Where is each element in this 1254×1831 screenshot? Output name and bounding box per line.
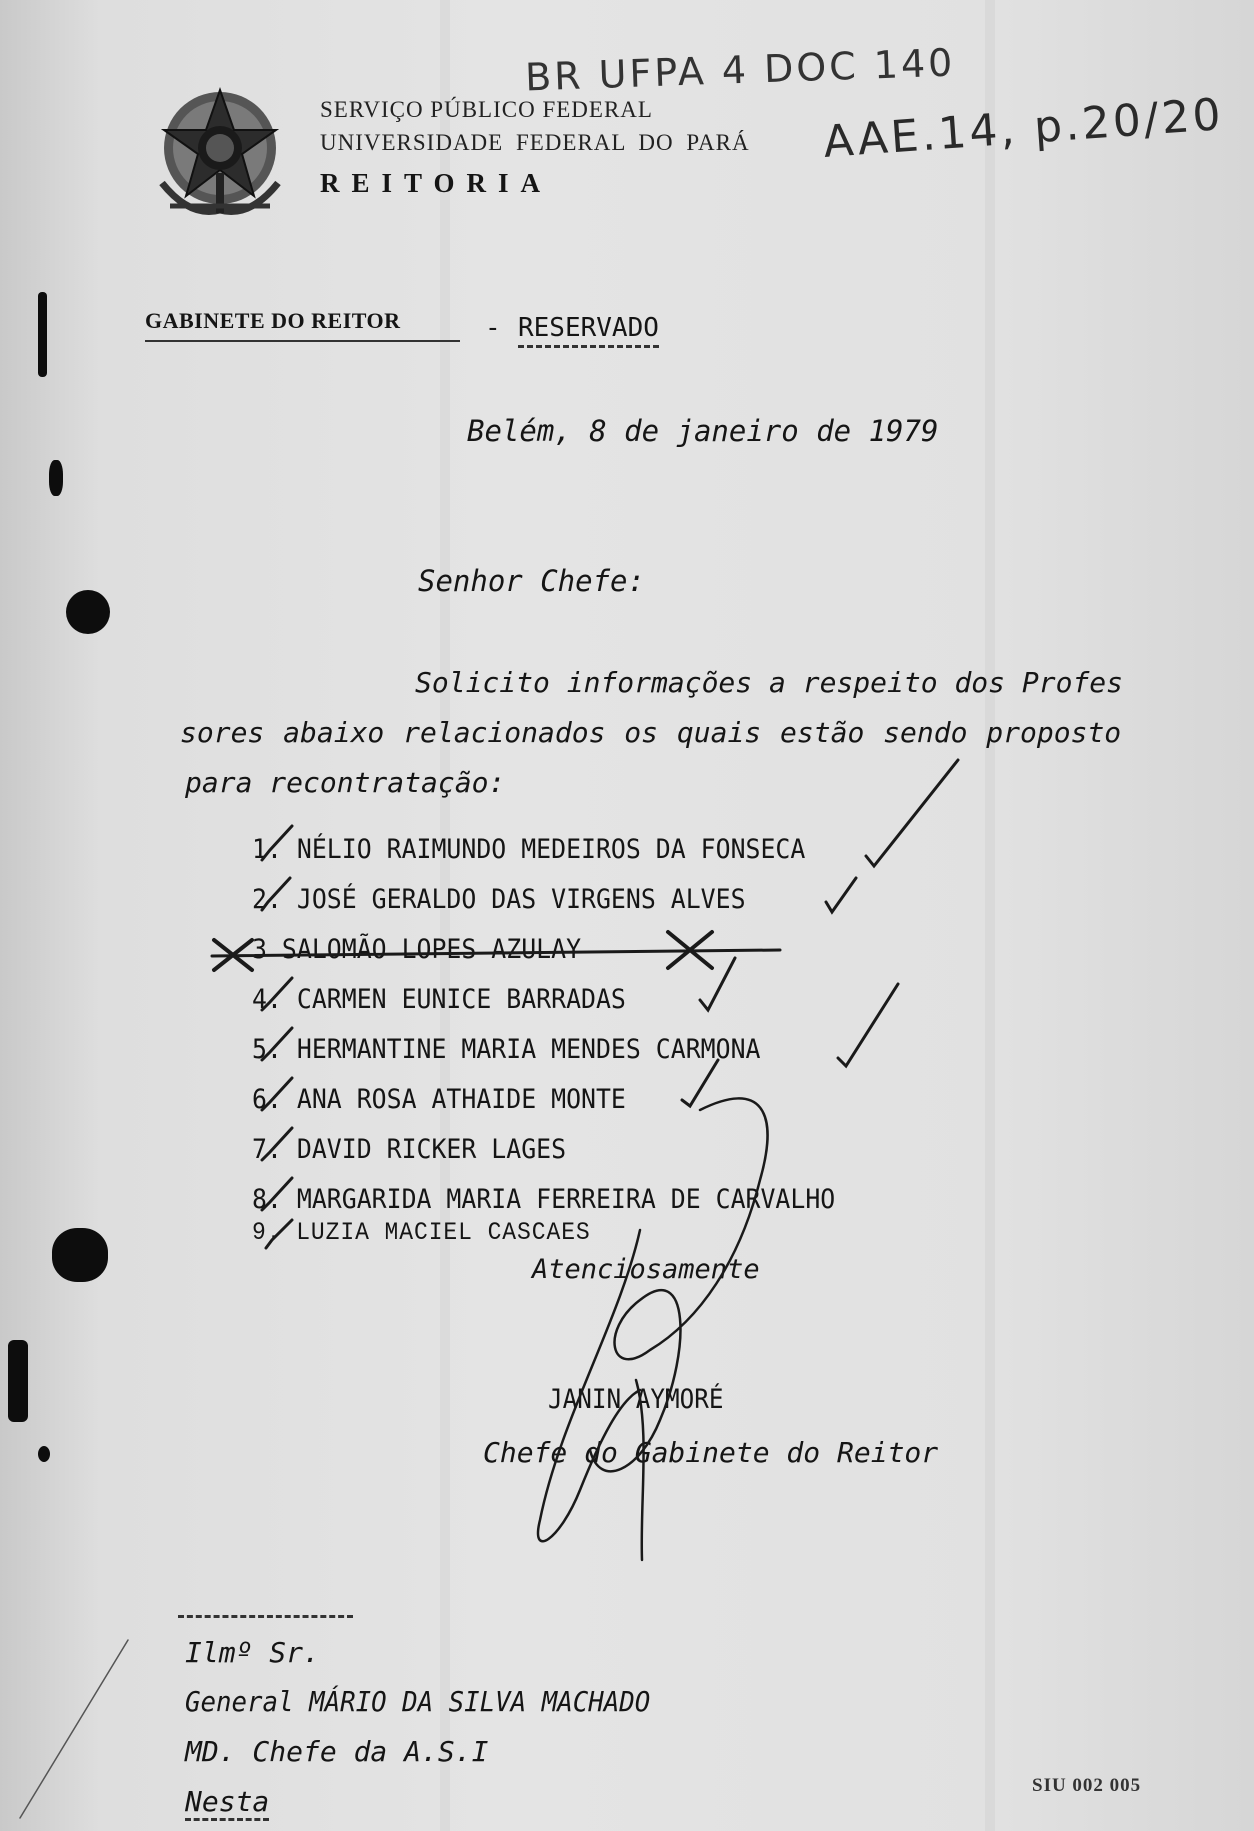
professor-name: MARGARIDA MARIA FERREIRA DE CARVALHO xyxy=(296,1184,836,1215)
letter-date: Belém, 8 de janeiro de 1979 xyxy=(467,414,939,448)
professor-name: SALOMÃO LOPES AZULAY xyxy=(281,934,582,965)
check-mark xyxy=(838,984,898,1066)
check-mark xyxy=(682,1060,718,1106)
form-code: SIU 002 005 xyxy=(1032,1775,1142,1796)
classification-label: RESERVADO xyxy=(518,313,659,348)
list-number: 5. xyxy=(252,1034,282,1065)
check-mark xyxy=(700,958,735,1010)
signatory-title: Chefe do Gabinete do Reitor xyxy=(483,1436,939,1469)
signature-stroke xyxy=(538,1230,640,1541)
professor-name: CARMEN EUNICE BARRADAS xyxy=(296,984,626,1015)
list-number: 3 xyxy=(252,934,267,965)
stray-line xyxy=(20,1640,128,1818)
archive-note-line-2: AAE.14, p.20/20 xyxy=(821,89,1226,168)
list-number: 8. xyxy=(252,1184,282,1215)
addressee-line-2: General MÁRIO DA SILVA MACHADO xyxy=(185,1685,651,1718)
check-mark xyxy=(262,826,292,860)
archive-note-line-1: BR UFPA 4 DOC 140 xyxy=(524,40,956,100)
list-number: 7. xyxy=(252,1134,282,1165)
office-dash: - xyxy=(485,313,501,343)
list-number: 1. xyxy=(252,834,282,865)
list-number: 4. xyxy=(252,984,282,1015)
body-line-1: Solicito informações a respeito dos Profes xyxy=(415,666,1124,699)
body-line-3: para recontratação: xyxy=(185,766,506,799)
addressee-line-1: Ilmº Sr. xyxy=(185,1636,320,1669)
letterhead-line-2: UNIVERSIDADE FEDERAL DO PARÁ xyxy=(320,130,750,155)
check-mark xyxy=(262,1128,292,1160)
professor-name: DAVID RICKER LAGES xyxy=(296,1134,567,1165)
list-number: 2. xyxy=(252,884,282,915)
addressee-line-4: Nesta xyxy=(185,1785,269,1821)
office-label: GABINETE DO REITOR xyxy=(145,308,460,342)
professor-name: ANA ROSA ATHAIDE MONTE xyxy=(296,1084,626,1115)
check-mark xyxy=(266,1220,292,1248)
body-line-2: sores abaixo relacionados os quais estão sendo proposto xyxy=(180,716,1122,749)
letterhead-line-3: REITORIA xyxy=(320,168,553,198)
list-number: 9. xyxy=(252,1218,282,1247)
professor-name: NÉLIO RAIMUNDO MEDEIROS DA FONSECA xyxy=(296,834,806,865)
check-mark xyxy=(262,878,290,910)
check-mark xyxy=(262,1028,292,1060)
signatory-name: JANIN AYMORÉ xyxy=(548,1384,724,1415)
professor-name: HERMANTINE MARIA MENDES CARMONA xyxy=(296,1034,761,1065)
professor-name: LUZIA MACIEL CASCAES xyxy=(296,1218,591,1247)
check-mark xyxy=(262,978,292,1010)
list-number: 6. xyxy=(252,1084,282,1115)
check-mark xyxy=(262,1178,292,1210)
salutation: Senhor Chefe: xyxy=(418,564,645,598)
addressee-line-3: MD. Chefe da A.S.I xyxy=(185,1735,489,1768)
check-mark xyxy=(262,1078,292,1110)
signature-stroke xyxy=(636,1380,644,1560)
check-mark xyxy=(826,878,856,912)
check-mark xyxy=(866,760,958,866)
professor-name: JOSÉ GERALDO DAS VIRGENS ALVES xyxy=(296,884,746,915)
closing: Atenciosamente xyxy=(532,1254,760,1285)
letterhead-line-1: SERVIÇO PÚBLICO FEDERAL xyxy=(320,97,653,122)
